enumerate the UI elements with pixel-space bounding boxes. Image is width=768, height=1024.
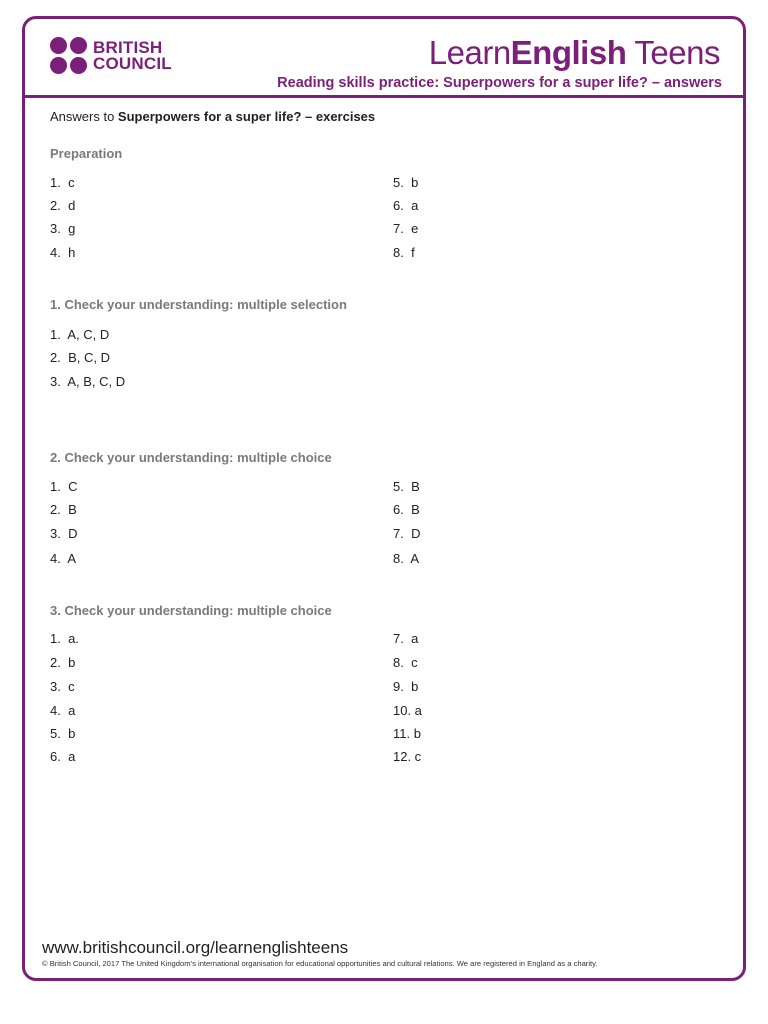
answer-item: 5. b: [393, 175, 419, 190]
answer-item: 2. b: [50, 655, 76, 670]
footer-url-link[interactable]: www.britishcouncil.org/learnenglishteens: [42, 938, 349, 957]
le-logo-teens: Teens: [626, 34, 720, 71]
answer-item: 3. g: [50, 221, 76, 236]
answer-item: 2. B: [50, 502, 77, 517]
british-council-logo: [50, 37, 172, 74]
section-heading-multiple-selection: 1. Check your understanding: multiple selection: [50, 297, 347, 312]
answer-item: 1. A, C, D: [50, 327, 110, 342]
intro-line: [50, 109, 375, 124]
bc-logo-line2: COUNCIL: [93, 53, 172, 73]
answer-item: 1. a.: [50, 631, 79, 646]
intro-prefix: Answers to: [50, 109, 118, 124]
answer-item: 4. A: [50, 551, 77, 566]
logo-dots-icon: [50, 37, 87, 74]
le-logo-learn: Learn: [428, 34, 511, 71]
answer-item: 6. a: [393, 198, 419, 213]
answer-item: 2. d: [50, 198, 76, 213]
bc-logo-line1: BRITISH: [93, 37, 163, 57]
answer-item: 8. f: [393, 245, 415, 260]
section-heading-multiple-choice-3: 3. Check your understanding: multiple choice: [50, 603, 332, 618]
answer-item: 2. B, C, D: [50, 350, 110, 365]
answer-item: 5. b: [50, 726, 76, 741]
answer-item: 8. A: [393, 551, 420, 566]
answer-item: 3. A, B, C, D: [50, 374, 126, 389]
section-heading-preparation: Preparation: [50, 146, 123, 161]
header-divider: [22, 95, 746, 98]
document-title: Reading skills practice: Superpowers for a super life? – answers: [277, 75, 722, 91]
answer-item: 4. a: [50, 703, 76, 718]
answer-item: 3. c: [50, 679, 75, 694]
learnenglish-teens-logo: [429, 34, 720, 72]
answer-item: 11. b: [393, 726, 421, 741]
answer-item: 10. a: [393, 703, 422, 718]
answer-item: 12. c: [393, 749, 422, 764]
answer-item: 9. b: [393, 679, 419, 694]
answer-item: 6. B: [393, 502, 420, 517]
answer-item: 7. a: [393, 631, 419, 646]
le-logo-english: English: [510, 34, 627, 71]
footer-copyright: © British Council, 2017 The United Kingdom’s international organisation for educational opportunities and cultural relations. We are registered in England as a charity.: [42, 959, 598, 968]
answer-item: 4. h: [50, 245, 76, 260]
answer-item: 7. e: [393, 221, 419, 236]
intro-bold: Superpowers for a super life? – exercises: [117, 109, 376, 124]
answer-item: 3. D: [50, 526, 78, 541]
answer-item: 6. a: [50, 749, 76, 764]
answer-item: 7. D: [393, 526, 421, 541]
answer-item: 8. c: [393, 655, 418, 670]
answer-item: 1. c: [50, 175, 75, 190]
answer-item: 1. C: [50, 479, 78, 494]
section-heading-multiple-choice-2: 2. Check your understanding: multiple choice: [50, 450, 332, 465]
answer-item: 5. B: [393, 479, 420, 494]
page-frame: [22, 16, 746, 981]
